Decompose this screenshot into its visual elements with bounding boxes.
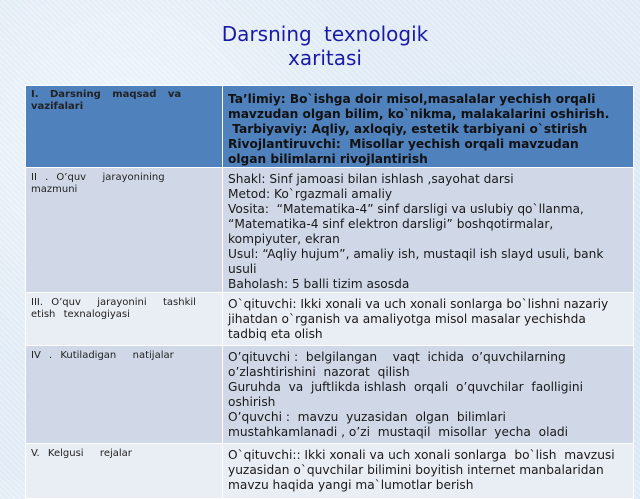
content-line: “Matematika-4 sinf elektron darsligi” boshqotirmalar, [228, 217, 554, 231]
row-content-goals [223, 86, 634, 168]
content-line: O`qituvchi:: Ikki xonali va uch xonali sonlarga bo`lish mavzusi [228, 448, 615, 462]
content-line: Vosita: “Matematika-4” sinf darsligi va uslubiy qo`llanma, [228, 202, 584, 216]
table-row-expected-results [26, 346, 634, 444]
table-row-future-plans [26, 444, 634, 499]
content-line: O’qituvchi : belgilangan vaqt ichida o’quvchilarning [228, 350, 566, 364]
content-line: O`qituvchi: Ikki xonali va uch xonali sonlarga bo`lishni nazariy [228, 297, 609, 311]
table-row-content [26, 168, 634, 293]
table-row-goals [26, 86, 634, 168]
slide-title [0, 22, 640, 70]
content-line: Guruhda va juftlikda ishlash orqali o’quvchilar faolligini [228, 380, 584, 394]
content-line: Tarbiyaviy: Aqliy, axloqiy, estetik tarbiyani o`stirish [228, 122, 588, 136]
content-line: mustahkamlanadi , o’zi mustaqil misollar yecha oladi [228, 425, 569, 439]
row-content-future-plans [223, 444, 634, 499]
content-line: mavzu haqida yangi ma`lumotlar berish [228, 478, 474, 492]
row-label-organization: III. O’quv jarayonini tashkil etish texnalogiyasi [26, 293, 223, 346]
slide-title-line-1: Darsning texnologik [221, 22, 429, 46]
row-label-goals: I. Darsning maqsad va vazifalari [26, 86, 223, 168]
content-line: yuzasidan o`quvchilar bilimini boyitish internet manbalaridan [228, 463, 604, 477]
content-line: Baholash: 5 balli tizim asosda [228, 277, 410, 291]
content-line: usuli [228, 262, 257, 276]
content-line: olgan bilimlarni rivojlantirish [228, 152, 428, 166]
content-line: Metod: Ko`rgazmali amaliy [228, 187, 393, 201]
technology-map-table [25, 85, 634, 499]
table-row-organization [26, 293, 634, 346]
content-line: jihatdan o`rganish va amaliyotga misol masalar yechishda [228, 312, 586, 326]
content-line: oshirish [228, 395, 276, 409]
content-line: Ta’limiy: Bo`ishga doir misol,masalalar yechish orqali [228, 92, 596, 106]
content-line: Shakl: Sinf jamoasi bilan ishlash ,sayohat darsi [228, 172, 514, 186]
row-content-organization [223, 293, 634, 346]
row-content-content [223, 168, 634, 293]
row-label-expected-results: IV . Kutiladigan natijalar [26, 346, 223, 444]
content-line: Rivojlantiruvchi: Misollar yechish orqali mavzudan [228, 137, 579, 151]
content-line: tadbiq eta olish [228, 327, 323, 341]
content-line: kompiyuter, ekran [228, 232, 340, 246]
row-content-expected-results [223, 346, 634, 444]
slide-title-line-2: xaritasi [288, 46, 362, 70]
content-line: Usul: “Aqliy hujum”, amaliy ish, mustaqil ish slayd usuli, bank [228, 247, 604, 261]
content-line: o’zlashtirishini nazorat qilish [228, 365, 410, 379]
row-label-content: II . O’quv jarayonining mazmuni [26, 168, 223, 293]
row-label-future-plans: V. Kelgusi rejalar [26, 444, 223, 499]
content-line: mavzudan olgan bilim, ko`nikma, malakalarini oshirish. [228, 107, 610, 121]
content-line: O’quvchi : mavzu yuzasidan olgan bilimlari [228, 410, 506, 424]
